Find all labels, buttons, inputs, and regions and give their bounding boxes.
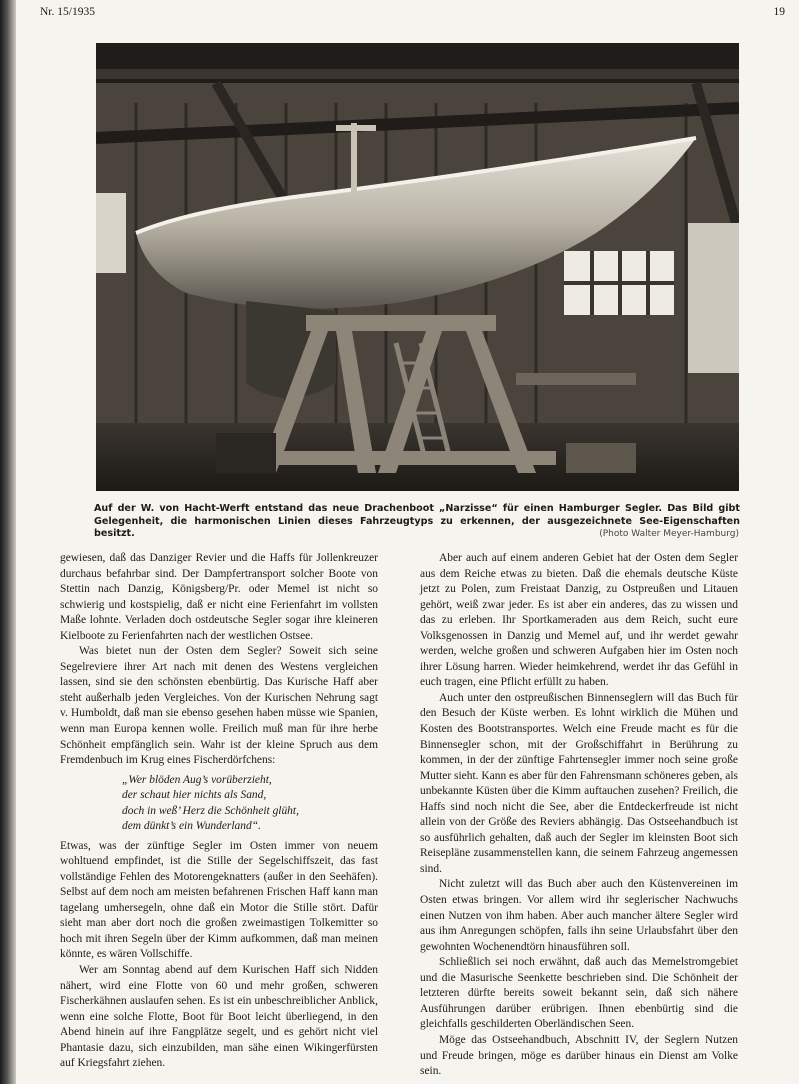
right-paragraph-4: Schließlich sei noch erwähnt, daß auch das Memelstromgebiet und die Masurische Seenkette beschrieben sind. Die Schönheit der letzteren dürfte bereits soweit bekannt sein, daß sich nähere Ausführungen darüber erübrigen. Ihnen ebenbürtig sind die gleichfalls geschilderten Oberländischen Seen. [420,956,738,1031]
page-number: 19 [773,6,785,18]
left-paragraph-4: Wer am Sonntag abend auf dem Kurischen Haff sich Nidden nähert, wird eine Flotte von 60 und mehr großen, schweren Fischerkähnen auslaufen sehen. Es ist ein unbeschreiblicher Anblick, wenn eine solche Flotte, Boot für Boot leicht überliegend, in den Abend hinein auf ihre Fangplätze segelt, und es gehört nicht viel Phantasie dazu, sich einzubilden, man sähe einen Wikingerfürsten auf Kriegsfahrt ziehen. [60,964,378,1070]
poem-line-4: dem dünkt’s ein Wunderland“. [122,820,261,833]
photo-caption: Auf der W. von Hacht-Werft entstand das neue Drachenboot „Narzisse“ für einen Hamburger Segler. Das Bild gibt Gelegenheit, die harmonischen Linien dieses Fahrzeugtyps zu erkennen, der ausgezeichnete See-Eigenschaften besitzt. [94,503,740,539]
boat-photo [96,43,739,491]
right-paragraph-2: Auch unter den ostpreußischen Binnenseglern will das Buch für den Besuch der Küste werben. Es lohnt wirklich die Mühen und Kosten des Bootstransportes. Welch eine Freude macht es für die Binnensegler schon, mit der Großschiffahrt in Berührung zu kommen, in der der zünftige Fahrtensegler immer noch seine große Mutter sieht. Kann es aber für den Fahrensmann schöneres geben, als unbekannte Küsten über die Kimm auftauchen zusehen? Freilich, die Haffs sind noch nicht die See, aber die Entdeckerfreude ist nicht allein von der Größe des Reviers abhängig. Das Ostseehandbuch ist so ausführlich gehalten, daß auch der Segler im kleinsten Boot sich Reisepläne zusammenstellen kann, die seinem Fahrzeug angemessen sind. [420,691,738,875]
page-header [40,6,785,22]
guestbook-poem [122,773,378,835]
mast-post [351,123,357,193]
right-text-column [420,551,738,1080]
side-opening [688,223,739,373]
right-paragraph-1: Aber auch auf einem anderen Gebiet hat der Osten dem Segler aus dem Reiche etwas zu bieten. Daß die ehemals deutsche Küste jetzt zu Polen, zum Freistaat Danzig, zu Ostpreußen und Litauen gehört, weiß zwar jeder. Es ist aber ein anderes, das zu wissen und das zu erleben. Ihr Sportkameraden aus dem Reich, sucht eure Volksgenossen in Danzig und Memel auf, und ihr werdet gewahr werden, welche großen und schweren Aufgaben hier im Osten noch ihrer Lösung harren. Wieder heimkehrend, werdet ihr das Gefühl in euch tragen, eine Pflicht erfüllt zu haben. [420,552,738,689]
book-spine-shadow [0,0,16,1084]
boat-shed-illustration [96,43,739,491]
left-paragraph-2: Was bietet nun der Osten dem Segler? Soweit sich seine Segelreviere ihrer Art nach mit denen des Westens vergleichen lassen, sind sie den schönsten ebenbürtig. Das Kurische Haff aber steht außerhalb jeden Vergleiches. Von der Kurischen Nehrung sagt v. Humboldt, daß man sie ebenso gesehen haben müsse wie Spanien, wenn man Europa kennen wolle. Freilich muß man für ihre herbe Schönheit empfänglich sein. Wahr ist der kleine Spruch aus dem Fremdenbuch im Krug eines Fischerdörfchens: [60,645,378,767]
left-text-column [60,551,378,1072]
issue-number: Nr. 15/1935 [40,6,95,18]
right-window [564,251,674,315]
left-paragraph-3: Etwas, was der zünftige Segler im Osten immer von neuem wohltuend empfindet, ist die Stille der Segelschiffszeit, das fast vollständige Fehlen des Motorengeknatters (außer in den Seehäfen). Selbst auf dem noch am meisten befahrenen Frischen Haff kann man tagelang umhersegeln, ohne daß ein Motor die Stille stört. Dafür sieht man aber dort noch die großen zweimastigen Tolkemitter so hoch mit ihren Segeln über der Kimm aufkommen, daß man meinen könnte, es wären Vollschiffe. [60,839,378,961]
right-paragraph-5: Möge das Ostseehandbuch, Abschnitt IV, der Seglern Nutzen und Freude bringen, möge es darüber hinaus ein Dienst am Volke sein. [420,1033,738,1078]
photo-credit: (Photo Walter Meyer-Hamburg) [599,529,739,539]
left-paragraph-1: gewiesen, daß das Danziger Revier und die Haffs für Jollenkreuzer durchaus befahrbar sind. Der Dampfertransport solcher Boote von Stettin nach Danzig, Königsberg/Pr. oder Memel ist nicht so schwierig und kostspielig, daß er nicht eine Ferienfahrt im vollsten Maße lohnte. Verladen doch ostdeutsche Segler sogar ihre kleineren Kielboote zu Ferienfahrten nach der westlichen Ostsee. [60,552,378,642]
poem-line-3: doch in weß’ Herz die Schönheit glüht, [122,804,299,817]
left-window [96,193,126,273]
poem-line-1: „Wer blöden Aug’s vorüberzieht, [122,773,272,786]
right-paragraph-3: Nicht zuletzt will das Buch aber auch den Küstenvereinen im Osten etwas bringen. Vor allem wird ihr seglerischer Nachwuchs einen Nutzen von ihm haben. Aber auch mancher ältere Segler wird aus ihm Anregungen schöpfen, falls ihn seine Urlaubsfahrt über den gewohnten Wochenendtörn hinausführen soll. [420,878,738,953]
poem-line-2: der schaut hier nichts als Sand, [122,789,267,802]
